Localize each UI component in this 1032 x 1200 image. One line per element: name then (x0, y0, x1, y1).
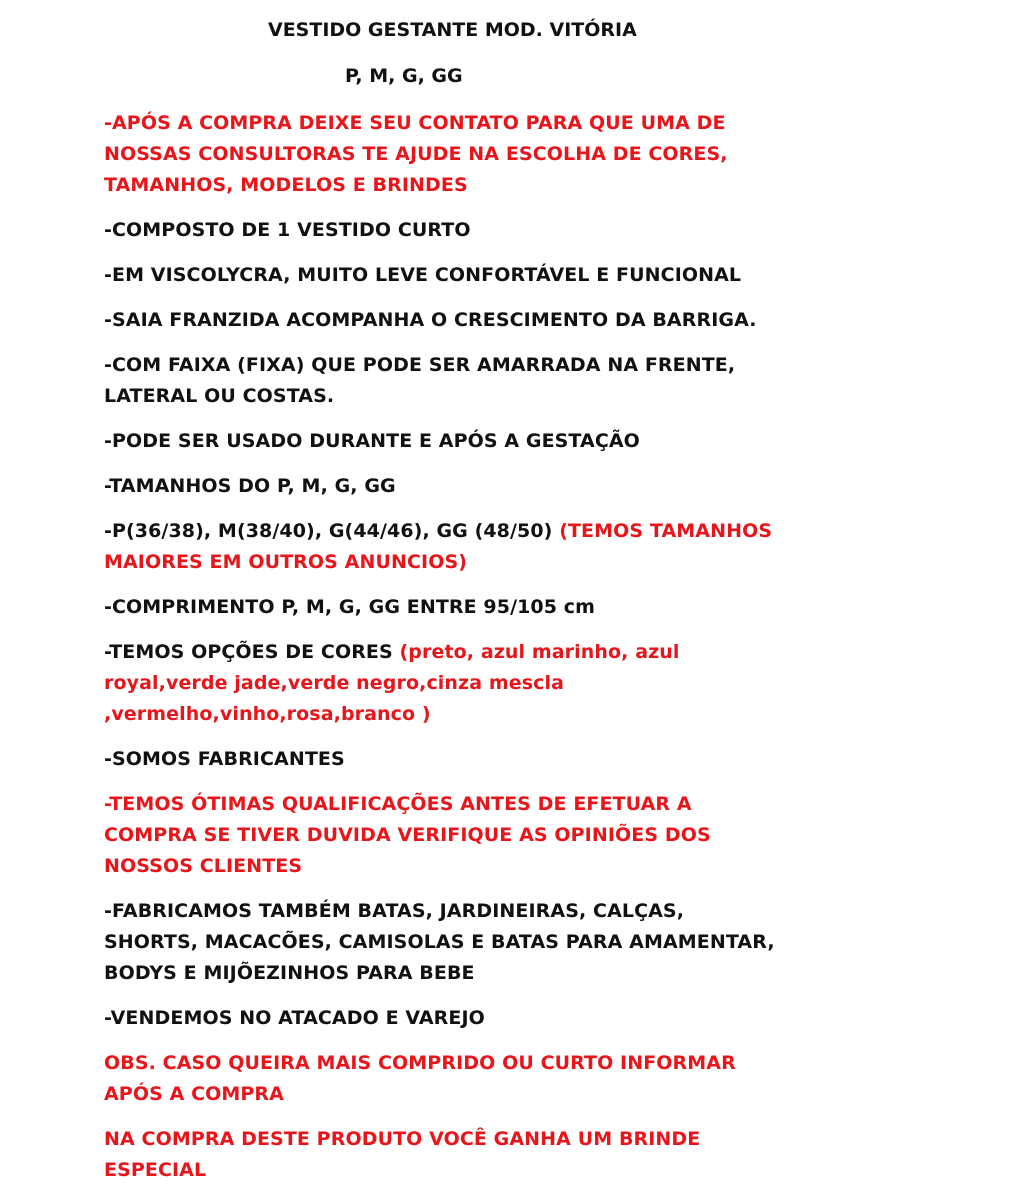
color-options-item (104, 637, 864, 730)
obs-line-2: APÓS A COMPRA (104, 1083, 284, 1105)
sash-line-2: LATERAL OU COSTAS. (104, 385, 335, 407)
obs-line-1: OBS. CASO QUEIRA MAIS COMPRIDO OU CURTO INFORMAR (104, 1052, 736, 1074)
other-products-line-3: BODYS E MIJÕEZINHOS PARA BEBE (104, 962, 475, 984)
product-title: VESTIDO GESTANTE MOD. VITÓRIA (268, 19, 637, 41)
wholesale-text: -VENDEMOS NO ATACADO E VAREJO (104, 1007, 485, 1029)
size-chart-item (104, 516, 864, 578)
contact-notice-line-3: TAMANHOS, MODELOS E BRINDES (104, 174, 468, 196)
size-chart-measurements: -P(36/38), M(38/40), G(44/46), GG (48/50) (104, 520, 560, 542)
color-options-list-middle: royal,verde jade,verde negro,cinza mescla (104, 672, 565, 694)
contact-notice-line-2: NOSSAS CONSULTORAS TE AJUDE NA ESCOLHA DE CORES, (104, 143, 728, 165)
composition-text: -COMPOSTO DE 1 VESTIDO CURTO (104, 219, 471, 241)
other-products-line-1: -FABRICAMOS TAMBÉM BATAS, JARDINEIRAS, CALÇAS, (104, 900, 685, 922)
contact-notice-line-1: -APÓS A COMPRA DEIXE SEU CONTATO PARA QUE UMA DE (104, 112, 726, 134)
qualifications-line-3: NOSSOS CLIENTES (104, 855, 303, 877)
contact-notice (104, 108, 864, 201)
qualifications-item (104, 789, 864, 882)
length-text: -COMPRIMENTO P, M, G, GG ENTRE 95/105 cm (104, 596, 596, 618)
wholesale-item (104, 1003, 864, 1034)
color-options-label: -TEMOS OPÇÕES DE CORES (104, 641, 400, 663)
usage-text: -PODE SER USADO DURANTE E APÓS A GESTAÇÃO (104, 430, 640, 452)
obs-item (104, 1048, 864, 1110)
sizes-list-text: -TAMANHOS DO P, M, G, GG (104, 475, 396, 497)
qualifications-line-1: -TEMOS ÓTIMAS QUALIFICAÇÕES ANTES DE EFETUAR A (104, 793, 692, 815)
size-chart-line-1 (104, 516, 864, 547)
usage-item (104, 426, 864, 457)
sizes-list-item (104, 471, 864, 502)
skirt-text: -SAIA FRANZIDA ACOMPANHA O CRESCIMENTO DA BARRIGA. (104, 309, 757, 331)
gift-line-1: NA COMPRA DESTE PRODUTO VOCÊ GANHA UM BRINDE (104, 1128, 701, 1150)
other-products-item (104, 896, 864, 989)
other-products-line-2: SHORTS, MACACÕES, CAMISOLAS E BATAS PARA AMAMENTAR, (104, 931, 775, 953)
manufacturers-text: -SOMOS FABRICANTES (104, 748, 345, 770)
size-chart-note-start: (TEMOS TAMANHOS (559, 520, 773, 542)
qualifications-line-2: COMPRA SE TIVER DUVIDA VERIFIQUE AS OPINIÕES DOS (104, 824, 711, 846)
sash-item (104, 350, 864, 412)
length-item (104, 592, 864, 623)
manufacturers-item (104, 744, 864, 775)
size-chart-note-end: MAIORES EM OUTROS ANUNCIOS) (104, 551, 468, 573)
gift-item (104, 1124, 864, 1186)
fabric-item (104, 260, 864, 291)
color-options-list-end: ,vermelho,vinho,rosa,branco ) (104, 703, 431, 725)
skirt-item (104, 305, 864, 336)
sizes-header: P, M, G, GG (345, 65, 463, 87)
fabric-text: -EM VISCOLYCRA, MUITO LEVE CONFORTÁVEL E FUNCIONAL (104, 264, 742, 286)
color-options-list-start: (preto, azul marinho, azul (399, 641, 680, 663)
gift-line-2: ESPECIAL (104, 1159, 207, 1181)
sash-line-1: -COM FAIXA (FIXA) QUE PODE SER AMARRADA NA FRENTE, (104, 354, 736, 376)
description-body (104, 108, 864, 1200)
color-options-line-1 (104, 637, 864, 668)
composition-item (104, 215, 864, 246)
